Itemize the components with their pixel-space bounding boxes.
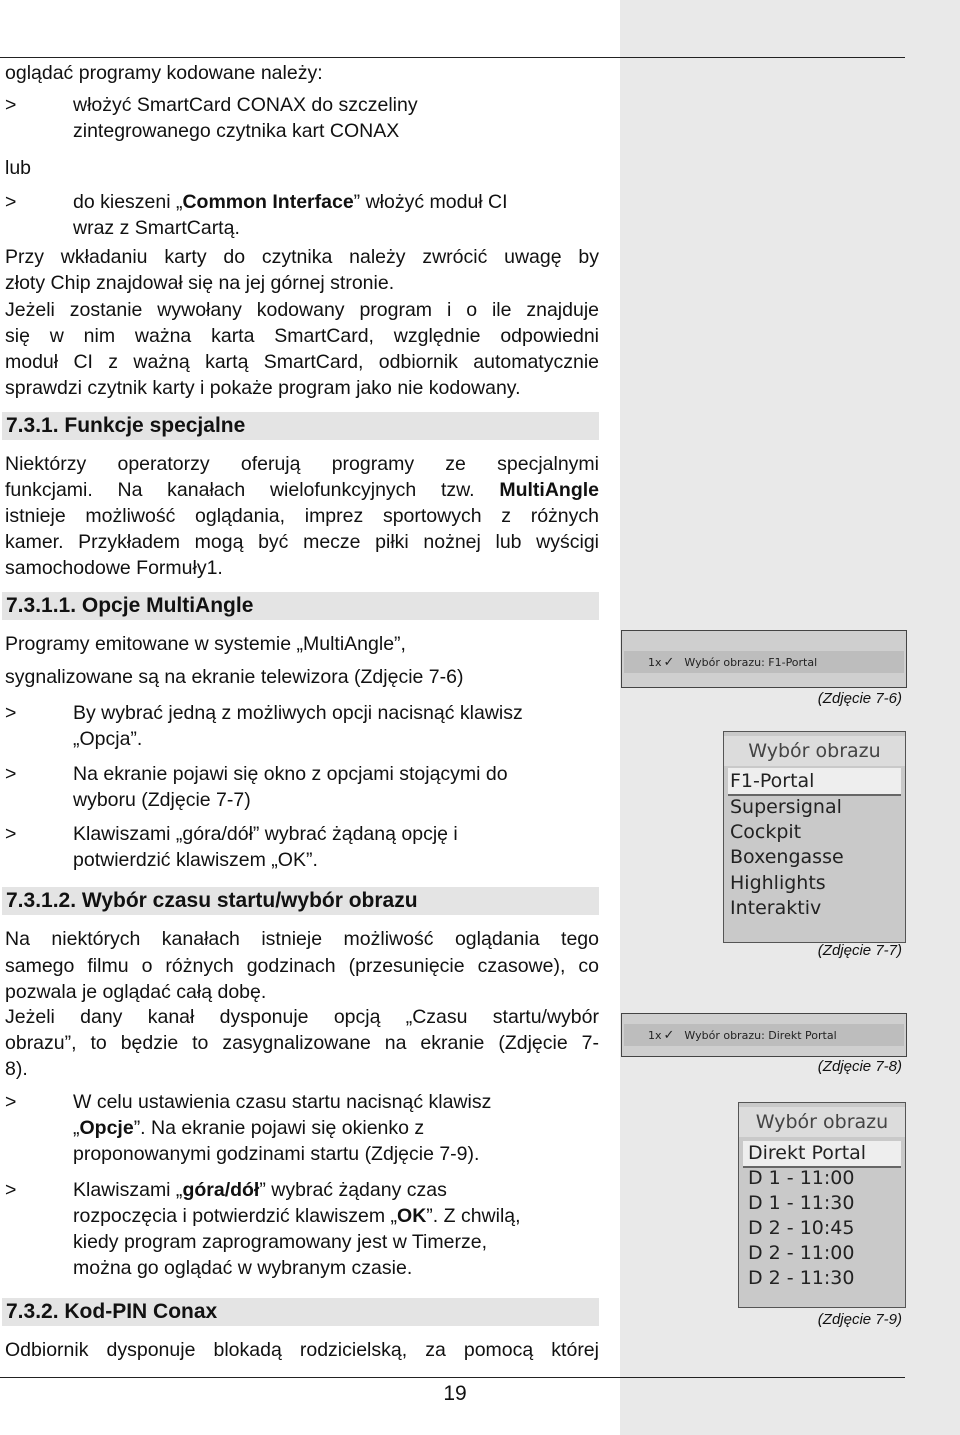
bullet-marker: > <box>5 191 17 213</box>
paragraph: Jeżeli zostanie wywołany kodowany program i o ile znajduje <box>5 299 599 321</box>
paragraph: lub <box>5 157 32 179</box>
menu-item: D 2 - 11:30 <box>748 1267 855 1289</box>
bullet-marker: > <box>5 702 17 724</box>
bullet-marker: > <box>5 1179 17 1201</box>
list-item <box>5 821 599 873</box>
paragraph: złoty Chip znajdował się na jej górnej stronie. <box>5 272 395 294</box>
list-item <box>5 189 599 241</box>
paragraph: funkcjami. Na kanałach wielofunkcyjnych tzw. MultiAngle <box>5 479 599 501</box>
menu-item: Supersignal <box>730 796 842 818</box>
list-item-text: Klawiszami „góra/dół” wybrać żądany czas rozpoczęcia i potwierdzić klawiszem „OK”. Z chwilą, kiedy program zaprogramowany jest w Timerze, można go oglądać w wybranym czasie. <box>73 1179 521 1279</box>
paragraph: Programy emitowane w systemie „MultiAngle”, <box>5 633 406 655</box>
bullet-marker: > <box>5 1091 17 1113</box>
paragraph: Przy wkładaniu karty do czytnika należy zwrócić uwagę by <box>5 246 599 268</box>
paragraph: kamer. Przykładem mogą być mecze piłki nożnej lub wyścigi <box>5 531 599 553</box>
page-number: 19 <box>443 1382 467 1405</box>
paragraph: Jeżeli dany kanał dysponuje opcją „Czasu startu/wybór <box>5 1006 599 1028</box>
paragraph: Niektórzy operatorzy oferują programy ze specjalnymi <box>5 453 599 475</box>
list-item-text: Klawiszami „góra/dół” wybrać żądaną opcję i potwierdzić klawiszem „OK”. <box>73 823 458 871</box>
osd-status-bar <box>624 651 904 673</box>
bottom-rule <box>0 1377 905 1378</box>
osd-label: Wybór obrazu: F1-Portal <box>684 655 818 669</box>
paragraph: samego filmu o różnych godzinach (przesunięcie czasowe), co <box>5 955 599 977</box>
check-icon: ✓ <box>663 654 675 670</box>
osd-count: 1x <box>648 1028 662 1042</box>
figure-caption: (Zdjęcie 7-9) <box>817 1311 902 1328</box>
paragraph: Odbiornik dysponuje blokadą rodzicielską, za pomocą której <box>5 1339 599 1361</box>
osd-status-bar <box>624 1024 904 1046</box>
figure-7-9-menu <box>738 1102 906 1308</box>
bullet-marker: > <box>5 94 17 116</box>
paragraph: się w nim ważna karta SmartCard, względnie odpowiedni <box>5 325 599 347</box>
paragraph: pozwala je oglądać całą dobę. <box>5 981 267 1003</box>
osd-count: 1x <box>648 655 662 669</box>
paragraph: sygnalizowane są na ekranie telewizora (Zdjęcie 7-6) <box>5 666 464 688</box>
menu-item: D 2 - 11:00 <box>748 1242 855 1264</box>
menu-item: D 1 - 11:00 <box>748 1167 855 1189</box>
figure-caption: (Zdjęcie 7-8) <box>817 1058 902 1075</box>
menu-item: Highlights <box>730 872 826 894</box>
menu-item: Cockpit <box>730 821 802 843</box>
paragraph: Na niektórych kanałach istnieje możliwość oglądania tego <box>5 928 599 950</box>
menu-item: D 2 - 10:45 <box>748 1217 855 1239</box>
menu-title: Wybór obrazu <box>724 736 905 766</box>
list-item-text: By wybrać jedną z możliwych opcji nacisnąć klawisz „Opcja”. <box>73 702 523 750</box>
figure-caption: (Zdjęcie 7-7) <box>817 942 902 959</box>
section-heading: 7.3.1.1. Opcje MultiAngle <box>2 592 599 620</box>
list-item <box>5 92 599 144</box>
figure-7-8-osd-bar <box>621 1013 907 1057</box>
figure-caption: (Zdjęcie 7-6) <box>817 690 902 707</box>
list-item <box>5 700 599 752</box>
check-icon: ✓ <box>663 1027 675 1043</box>
menu-item: D 1 - 11:30 <box>748 1192 855 1214</box>
bullet-marker: > <box>5 823 17 845</box>
menu-item: Interaktiv <box>730 897 822 919</box>
list-item <box>5 1089 599 1167</box>
list-item <box>5 761 599 813</box>
menu-item: Boxengasse <box>730 846 844 868</box>
top-rule <box>0 57 905 58</box>
list-item-text: Na ekranie pojawi się okno z opcjami stojącymi do wyboru (Zdjęcie 7-7) <box>73 763 508 811</box>
paragraph: obrazu”, to będzie to zasygnalizowane na ekranie (Zdjęcie 7- <box>5 1032 599 1054</box>
list-item-text: do kieszeni „Common Interface” włożyć moduł CI wraz z SmartCartą. <box>73 191 508 239</box>
section-heading: 7.3.1. Funkcje specjalne <box>2 412 599 440</box>
paragraph: 8). <box>5 1058 28 1080</box>
paragraph: oglądać programy kodowane należy: <box>5 62 323 84</box>
menu-item: F1-Portal <box>730 770 815 792</box>
bullet-marker: > <box>5 763 17 785</box>
list-item-text: W celu ustawienia czasu startu nacisnąć klawisz „Opcje”. Na ekranie pojawi się okienko z proponowanymi godzinami startu (Zdjęcie 7-9). <box>73 1091 492 1165</box>
paragraph: moduł CI z ważną kartą SmartCard, odbiornik automatycznie <box>5 351 599 373</box>
section-heading: 7.3.1.2. Wybór czasu startu/wybór obrazu <box>2 887 599 915</box>
figure-7-7-menu <box>723 731 906 943</box>
figure-7-6-osd-bar <box>621 630 907 688</box>
osd-label: Wybór obrazu: Direkt Portal <box>684 1028 837 1042</box>
section-heading: 7.3.2. Kod-PIN Conax <box>2 1298 599 1326</box>
menu-item: Direkt Portal <box>748 1142 867 1164</box>
list-item-text: włożyć SmartCard CONAX do szczeliny zintegrowanego czytnika kart CONAX <box>73 94 418 142</box>
paragraph: sprawdzi czytnik karty i pokaże program jako nie kodowany. <box>5 377 521 399</box>
paragraph: istnieje możliwość oglądania, imprez sportowych z różnych <box>5 505 599 527</box>
list-item <box>5 1177 599 1281</box>
menu-title: Wybór obrazu <box>739 1107 905 1137</box>
paragraph: samochodowe Formuły1. <box>5 557 223 579</box>
